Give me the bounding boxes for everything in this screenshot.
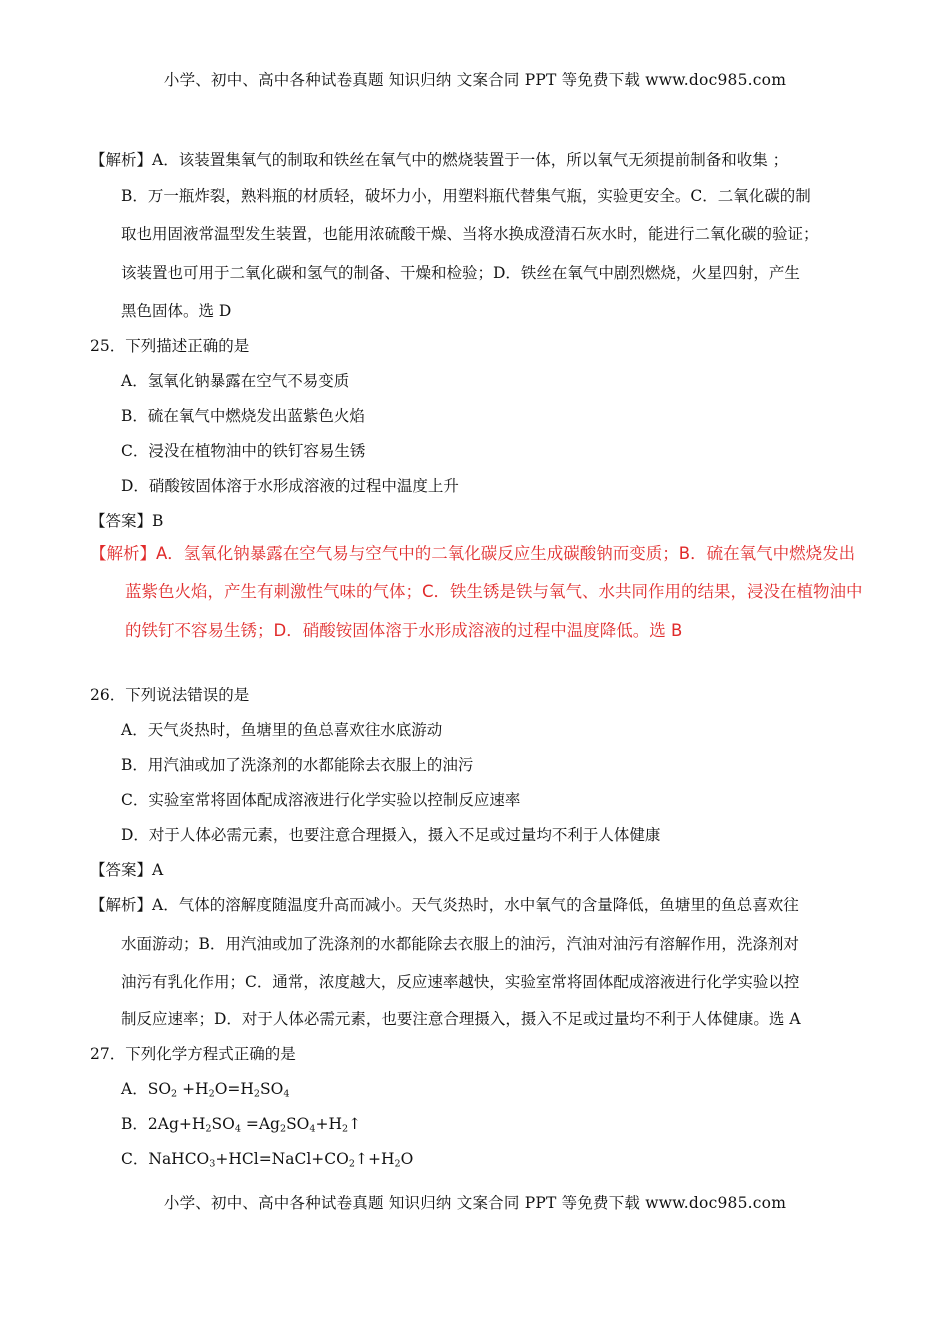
q25-option-a: A．氢氧化钠暴露在空气不易变质 xyxy=(121,372,350,390)
q26-answer: 【答案】A xyxy=(90,861,164,879)
q25-analysis-line-1: 【解析】A．氢氧化钠暴露在空气易与空气中的二氧化碳反应生成碳酸钠而变质；B．硫在氧气中燃烧发出 xyxy=(90,544,856,563)
q25-analysis-line-3: 的铁钉不容易生锈；D．硝酸铵固体溶于水形成溶液的过程中温度降低。选 B xyxy=(125,621,683,640)
q25-analysis-line-2: 蓝紫色火焰，产生有刺激性气味的气体；C．铁生锈是铁与氧气、水共同作用的结果，浸没在植物油中 xyxy=(125,582,863,601)
q26-option-b: B．用汽油或加了洗涤剂的水都能除去衣服上的油污 xyxy=(121,756,474,774)
q25-option-b: B．硫在氧气中燃烧发出蓝紫色火焰 xyxy=(121,407,365,425)
q27-option-a-label: A． xyxy=(121,1080,148,1098)
q27-option-b xyxy=(121,1112,361,1134)
q26-analysis-line-1: 【解析】A．气体的溶解度随温度升高而减小。天气炎热时，水中氧气的含量降低，鱼塘里的鱼总喜欢往 xyxy=(90,896,799,914)
q26-option-a: A．天气炎热时，鱼塘里的鱼总喜欢往水底游动 xyxy=(121,721,443,739)
q26-stem: 26．下列说法错误的是 xyxy=(90,686,250,704)
q27-option-c-formula: $NaHCO_3+HCl=NaCl+CO_2↑+H_2O$ xyxy=(148,1150,414,1170)
q25-stem: 25．下列描述正确的是 xyxy=(90,337,250,355)
q24-analysis-line-1: 【解析】A．该装置集氧气的制取和铁丝在氧气中的燃烧装置于一体，所以氧气无须提前制备和收集 ； xyxy=(90,151,789,169)
q26-analysis-line-2: 水面游动；B．用汽油或加了洗涤剂的水都能除去衣服上的油污，汽油对油污有溶解作用，洗涤剂对 xyxy=(121,935,799,953)
q26-option-d: D．对于人体必需元素，也要注意合理摄入，摄入不足或过量均不利于人体健康 xyxy=(121,826,661,844)
q24-analysis-line-5: 黑色固体。选 D xyxy=(121,302,232,320)
q26-analysis-line-3: 油污有乳化作用；C．通常，浓度越大，反应速率越快，实验室常将固体配成溶液进行化学实验以控 xyxy=(121,973,800,991)
q26-option-c: C．实验室常将固体配成溶液进行化学实验以控制反应速率 xyxy=(121,791,521,809)
q27-option-b-formula: $2Ag+H_2SO_4$ $=Ag_2SO_4+H_2↑$ xyxy=(147,1115,362,1135)
q27-stem: 27．下列化学方程式正确的是 xyxy=(90,1045,296,1063)
q24-analysis-line-4: 该装置也可用于二氧化碳和氢气的制备、干燥和检验；D．铁丝在氧气中剧烈燃烧，火星四射，产生 xyxy=(121,264,800,282)
q27-option-c-label: C． xyxy=(121,1150,149,1168)
q24-analysis-line-3: 取也用固液常温型发生装置，也能用浓硫酸干燥、当将水换成澄清石灰水时，能进行二氧化碳的验证； xyxy=(121,225,819,243)
q25-option-d: D．硝酸铵固体溶于水形成溶液的过程中温度上升 xyxy=(121,477,459,495)
q27-option-c xyxy=(121,1147,413,1169)
q26-analysis-line-4: 制反应速率；D．对于人体必需元素，也要注意合理摄入，摄入不足或过量均不利于人体健康。选 A xyxy=(121,1010,801,1028)
q24-analysis-line-2: B．万一瓶炸裂，熟料瓶的材质轻，破坏力小，用塑料瓶代替集气瓶，实验更安全。C．二氧化碳的制 xyxy=(121,187,811,205)
q25-answer: 【答案】B xyxy=(90,512,164,530)
page-header: 小学、初中、高中各种试卷真题 知识归纳 文案合同 PPT 等免费下载 www.doc985.com xyxy=(163,71,787,89)
q27-option-a xyxy=(121,1077,289,1099)
q27-option-b-label: B． xyxy=(121,1115,148,1133)
q27-option-a-formula: $SO_2 +H_2O=H_2SO_4$ xyxy=(147,1080,290,1100)
page-footer: 小学、初中、高中各种试卷真题 知识归纳 文案合同 PPT 等免费下载 www.doc985.com xyxy=(163,1194,787,1212)
q25-option-c: C．浸没在植物油中的铁钉容易生锈 xyxy=(121,442,366,460)
